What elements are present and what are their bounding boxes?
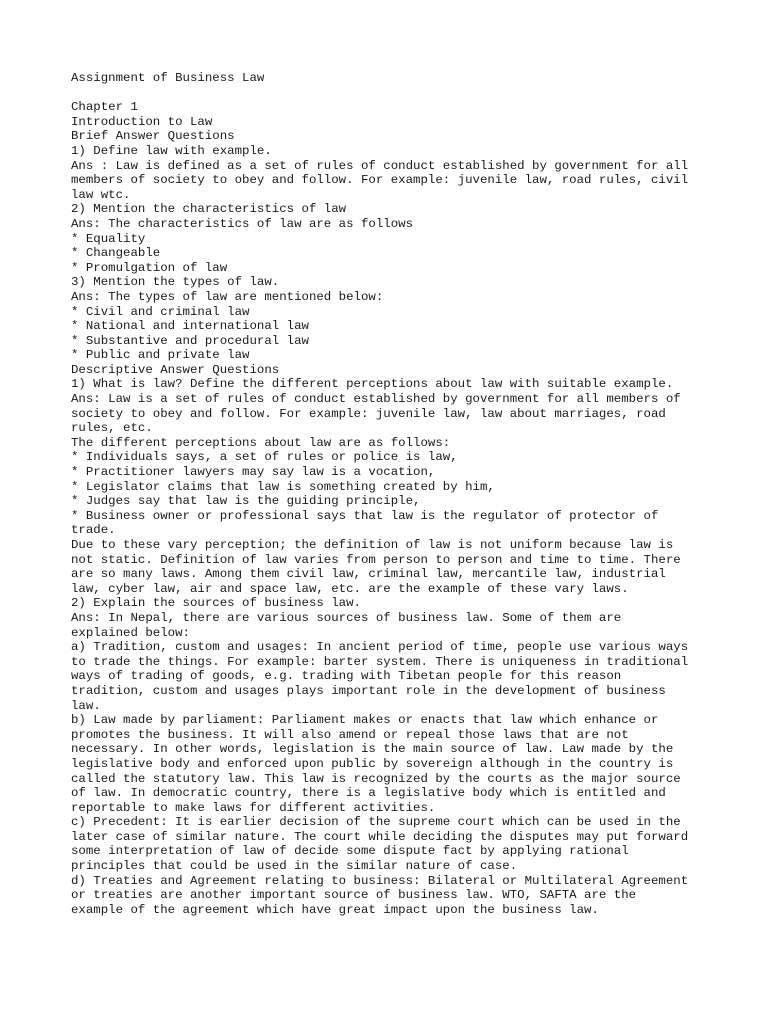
- document-line: [71, 86, 711, 101]
- document-line: reportable to make laws for different activities.: [71, 800, 436, 815]
- document-line: of law. In democratic country, there is a legislative body which is entitled and: [71, 786, 666, 801]
- document-line: * Individuals says, a set of rules or police is law,: [71, 450, 458, 465]
- document-line: legislative body and enforced upon public by sovereign although in the country is: [71, 756, 674, 771]
- document-line: principles that could be used in the similar nature of case.: [71, 859, 518, 874]
- document-line: * Equality: [71, 231, 146, 246]
- document-line: Chapter 1: [71, 100, 138, 115]
- document-line: Ans: In Nepal, there are various sources of business law. Some of them are: [71, 610, 622, 625]
- document-line: ways of trading of goods, e.g. trading with Tibetan people for this reason: [71, 669, 622, 684]
- document-line: later case of similar nature. The court while deciding the disputes may put forward: [71, 829, 689, 844]
- document-line: some interpretation of law of decide some dispute fact by applying rational: [71, 844, 629, 859]
- document-line: 1) What is law? Define the different perceptions about law with suitable example.: [71, 377, 674, 392]
- document-line: not static. Definition of law varies from person to person and time to time. There: [71, 552, 681, 567]
- document-line: c) Precedent: It is earlier decision of the supreme court which can be used in the: [71, 815, 681, 830]
- document-line: * Substantive and procedural law: [71, 333, 309, 348]
- document-line: law wtc.: [71, 187, 131, 202]
- document-line: 2) Explain the sources of business law.: [71, 596, 361, 611]
- document-line: b) Law made by parliament: Parliament makes or enacts that law which enhance or: [71, 713, 659, 728]
- document-line: society to obey and follow. For example: juvenile law, law about marriages, road: [71, 406, 666, 421]
- document-line: * Changeable: [71, 246, 161, 261]
- document-line: Ans: Law is a set of rules of conduct established by government for all members of: [71, 392, 681, 407]
- document-line: promotes the business. It will also amend or repeal those laws that are not: [71, 727, 629, 742]
- document-line: Ans : Law is defined as a set of rules of conduct established by government for all: [71, 158, 689, 173]
- document-line: called the statutory law. This law is recognized by the courts as the major source: [71, 771, 681, 786]
- document-line: Introduction to Law: [71, 114, 213, 129]
- document-line: explained below:: [71, 625, 190, 640]
- document-line: d) Treaties and Agreement relating to business: Bilateral or Multilateral Agreement: [71, 873, 689, 888]
- document-line: 1) Define law with example.: [71, 143, 272, 158]
- document-line: * National and international law: [71, 319, 309, 334]
- document-line: example of the agreement which have great impact upon the business law.: [71, 902, 599, 917]
- document-line: * Legislator claims that law is something created by him,: [71, 479, 495, 494]
- document-body: [71, 71, 711, 917]
- document-line: rules, etc.: [71, 421, 153, 436]
- document-line: Ans: The types of law are mentioned below:: [71, 289, 384, 304]
- document-title: Assignment of Business Law: [71, 71, 265, 85]
- document-line: * Civil and criminal law: [71, 304, 250, 319]
- document-line: tradition, custom and usages plays important role in the development of business: [71, 683, 666, 698]
- document-line: a) Tradition, custom and usages: In ancient period of time, people use various ways: [71, 640, 689, 655]
- document-line: * Promulgation of law: [71, 260, 228, 275]
- document-line: to trade the things. For example: barter system. There is uniqueness in traditional: [71, 654, 689, 669]
- document-line: law.: [71, 698, 101, 713]
- document-line: Brief Answer Questions: [71, 129, 235, 144]
- document-line: law, cyber law, air and space law, etc. are the example of these vary laws.: [71, 581, 629, 596]
- document-line: Due to these vary perception; the definition of law is not uniform because law is: [71, 538, 674, 552]
- document-line: Ans: The characteristics of law are as follows: [71, 216, 414, 231]
- document-line: or treaties are another important source of business law. WTO, SAFTA are the: [71, 888, 637, 903]
- document-line: The different perceptions about law are as follows:: [71, 435, 451, 450]
- document-line: necessary. In other words, legislation is the main source of law. Law made by the: [71, 742, 674, 757]
- document-line: are so many laws. Among them civil law, criminal law, mercantile law, industrial: [71, 567, 666, 582]
- document-line: * Public and private law: [71, 348, 250, 363]
- document-line: * Business owner or professional says that law is the regulator of protector of: [71, 508, 659, 523]
- document-line: 3) Mention the types of law.: [71, 275, 280, 290]
- document-line: * Judges say that law is the guiding principle,: [71, 494, 421, 509]
- document-line: * Practitioner lawyers may say law is a vocation,: [71, 465, 436, 480]
- document-line: trade.: [71, 523, 116, 538]
- document-line: 2) Mention the characteristics of law: [71, 202, 347, 217]
- document-line: members of society to obey and follow. For example: juvenile law, road rules, civil: [71, 173, 689, 188]
- document-line: Descriptive Answer Questions: [71, 362, 280, 377]
